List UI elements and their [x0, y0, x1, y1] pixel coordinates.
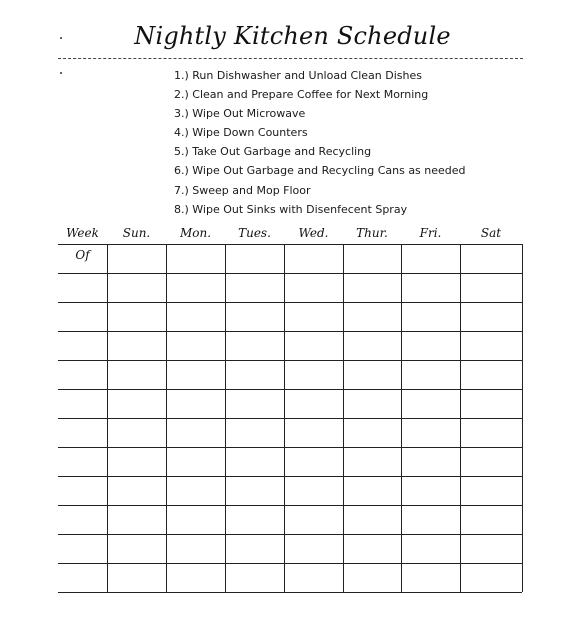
day-cell[interactable] [461, 245, 521, 272]
day-cell[interactable] [461, 419, 521, 446]
column-header-thur: Thur. [356, 226, 388, 240]
day-cell[interactable] [167, 245, 224, 272]
day-cell[interactable] [461, 477, 521, 504]
day-cell[interactable] [226, 361, 283, 388]
task-item: 5.) Take Out Garbage and Recycling [174, 145, 372, 159]
day-cell[interactable] [226, 390, 283, 417]
day-cell[interactable] [285, 448, 342, 475]
day-cell[interactable] [461, 361, 521, 388]
day-cell[interactable] [167, 419, 224, 446]
row-rule [58, 592, 522, 593]
day-cell[interactable] [344, 303, 400, 330]
week-of-cell[interactable] [59, 419, 106, 446]
column-header-fri: Fri. [419, 226, 442, 240]
day-cell[interactable] [108, 506, 165, 533]
day-cell[interactable] [461, 390, 521, 417]
day-cell[interactable] [344, 419, 400, 446]
day-cell[interactable] [167, 535, 224, 562]
day-cell[interactable] [344, 477, 400, 504]
task-item: 8.) Wipe Out Sinks with Disenfecent Spray [174, 202, 408, 216]
day-cell[interactable] [285, 274, 342, 301]
day-cell[interactable] [226, 448, 283, 475]
week-of-cell[interactable] [59, 361, 106, 388]
day-cell[interactable] [108, 245, 165, 272]
day-cell[interactable] [108, 303, 165, 330]
column-header-sun: Sun. [122, 226, 151, 240]
day-cell[interactable] [108, 448, 165, 475]
day-cell[interactable] [402, 390, 459, 417]
title-divider [58, 58, 523, 59]
day-cell[interactable] [285, 303, 342, 330]
day-cell[interactable] [402, 245, 459, 272]
task-item: 2.) Clean and Prepare Coffee for Next Morning [174, 88, 429, 102]
day-cell[interactable] [226, 419, 283, 446]
day-cell[interactable] [285, 390, 342, 417]
day-cell[interactable] [226, 506, 283, 533]
day-cell[interactable] [226, 274, 283, 301]
day-cell[interactable] [167, 361, 224, 388]
day-cell[interactable] [402, 332, 459, 359]
day-cell[interactable] [461, 303, 521, 330]
day-cell[interactable] [226, 245, 283, 272]
day-cell[interactable] [108, 274, 165, 301]
week-of-cell[interactable] [59, 303, 106, 330]
day-cell[interactable] [167, 477, 224, 504]
day-cell[interactable] [226, 303, 283, 330]
day-cell[interactable] [402, 477, 459, 504]
column-header-week-of: Week Of [66, 226, 99, 262]
day-cell[interactable] [344, 564, 400, 591]
day-cell[interactable] [402, 564, 459, 591]
day-cell[interactable] [285, 477, 342, 504]
day-cell[interactable] [285, 564, 342, 591]
day-cell[interactable] [461, 274, 521, 301]
day-cell[interactable] [344, 448, 400, 475]
day-cell[interactable] [285, 535, 342, 562]
column-header-tues: Tues. [238, 226, 271, 240]
day-cell[interactable] [167, 448, 224, 475]
schedule-table [58, 222, 522, 592]
page-title: Nightly Kitchen Schedule [134, 22, 451, 50]
day-cell[interactable] [344, 390, 400, 417]
task-item: 7.) Sweep and Mop Floor [174, 183, 311, 197]
week-of-cell[interactable] [59, 477, 106, 504]
day-cell[interactable] [108, 361, 165, 388]
task-item: 1.) Run Dishwasher and Unload Clean Dishes [174, 69, 422, 82]
task-list [174, 66, 466, 219]
scan-speck [60, 37, 62, 39]
day-cell[interactable] [167, 390, 224, 417]
column-header-mon: Mon. [179, 226, 212, 240]
week-of-cell[interactable] [59, 274, 106, 301]
day-cell[interactable] [108, 535, 165, 562]
day-cell[interactable] [461, 332, 521, 359]
day-cell[interactable] [167, 303, 224, 330]
day-cell[interactable] [226, 477, 283, 504]
day-cell[interactable] [285, 419, 342, 446]
day-cell[interactable] [344, 274, 400, 301]
day-cell[interactable] [402, 303, 459, 330]
day-cell[interactable] [108, 419, 165, 446]
week-of-cell[interactable] [59, 564, 106, 591]
day-cell[interactable] [344, 245, 400, 272]
day-cell[interactable] [167, 274, 224, 301]
day-cell[interactable] [167, 332, 224, 359]
day-cell[interactable] [461, 448, 521, 475]
task-item: 3.) Wipe Out Microwave [174, 107, 306, 121]
week-of-cell[interactable] [59, 390, 106, 417]
week-of-cell[interactable] [59, 332, 106, 359]
column-rule [522, 244, 523, 592]
day-cell[interactable] [285, 245, 342, 272]
day-cell[interactable] [461, 506, 521, 533]
day-cell[interactable] [167, 506, 224, 533]
day-cell[interactable] [402, 506, 459, 533]
day-cell[interactable] [402, 274, 459, 301]
day-cell[interactable] [344, 535, 400, 562]
day-cell[interactable] [344, 361, 400, 388]
day-cell[interactable] [285, 332, 342, 359]
week-of-cell[interactable] [59, 506, 106, 533]
column-header-sat: Sat [480, 226, 502, 240]
day-cell[interactable] [226, 564, 283, 591]
day-cell[interactable] [402, 361, 459, 388]
day-cell[interactable] [285, 506, 342, 533]
week-of-cell[interactable] [59, 245, 106, 272]
day-cell[interactable] [108, 477, 165, 504]
day-cell[interactable] [167, 564, 224, 591]
column-header-wed: Wed. [298, 226, 329, 240]
week-of-cell[interactable] [59, 448, 106, 475]
task-item: 4.) Wipe Down Counters [174, 126, 308, 140]
day-cell[interactable] [226, 535, 283, 562]
task-item: 6.) Wipe Out Garbage and Recycling Cans as needed [174, 164, 466, 178]
day-cell[interactable] [461, 535, 521, 562]
week-of-cell[interactable] [59, 535, 106, 562]
day-cell[interactable] [344, 332, 400, 359]
day-cell[interactable] [461, 564, 521, 591]
day-cell[interactable] [402, 535, 459, 562]
day-cell[interactable] [402, 419, 459, 446]
day-cell[interactable] [344, 506, 400, 533]
scan-speck [60, 72, 62, 74]
day-cell[interactable] [108, 390, 165, 417]
day-cell[interactable] [108, 564, 165, 591]
day-cell[interactable] [226, 332, 283, 359]
day-cell[interactable] [402, 448, 459, 475]
day-cell[interactable] [108, 332, 165, 359]
day-cell[interactable] [285, 361, 342, 388]
